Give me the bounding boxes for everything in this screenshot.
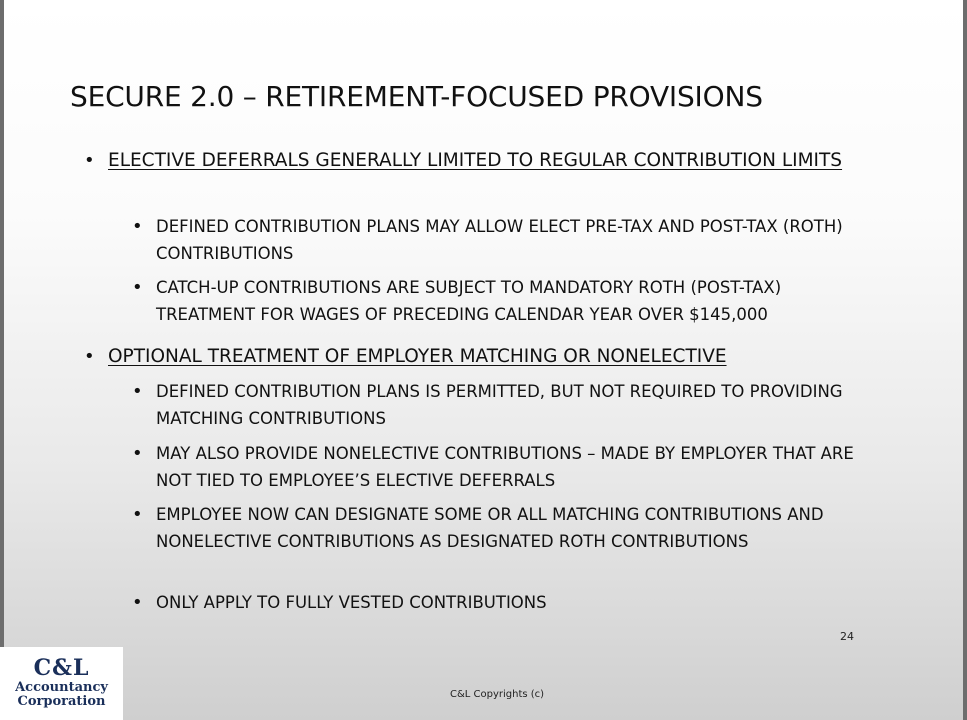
section-heading-1: [84, 146, 864, 176]
list-item: [132, 378, 872, 432]
logo-line-2: Corporation: [17, 694, 106, 709]
bullet-icon: •: [132, 216, 143, 237]
list-item: [132, 213, 872, 267]
list-item-text: DEFINED CONTRIBUTION PLANS MAY ALLOW ELECT PRE-TAX AND POST-TAX (ROTH) CONTRIBUTIONS: [156, 217, 843, 263]
company-logo: [0, 647, 123, 720]
list-item-text: DEFINED CONTRIBUTION PLANS IS PERMITTED, BUT NOT REQUIRED TO PROVIDING MATCHING CONTRIBUTIONS: [156, 382, 843, 428]
list-item: [132, 274, 872, 328]
logo-mark: C&L: [33, 655, 90, 681]
bullet-icon: •: [132, 277, 143, 298]
bullet-icon: •: [132, 381, 143, 402]
bullet-icon: •: [84, 150, 95, 171]
list-item: [132, 589, 872, 616]
bullet-icon: •: [132, 443, 143, 464]
list-item-text: EMPLOYEE NOW CAN DESIGNATE SOME OR ALL MATCHING CONTRIBUTIONS AND NONELECTIVE CONTRIBUTIONS AS DESIGNATED ROTH CONTRIBUTIONS: [156, 505, 824, 551]
list-item: [132, 440, 872, 494]
bullet-icon: •: [132, 592, 143, 613]
copyright-footer: C&L Copyrights (c): [450, 689, 545, 700]
slide-title: SECURE 2.0 – RETIREMENT-FOCUSED PROVISIONS: [70, 80, 763, 113]
slide: [4, 0, 963, 720]
page-number: 24: [840, 630, 854, 643]
logo-line-1: Accountancy: [15, 680, 108, 695]
list-item-text: MAY ALSO PROVIDE NONELECTIVE CONTRIBUTIONS – MADE BY EMPLOYER THAT ARE NOT TIED TO EMPLOYEE’S ELECTIVE DEFERRALS: [156, 444, 854, 490]
section-heading-2: [84, 342, 864, 372]
bullet-icon: •: [84, 346, 95, 367]
list-item: [132, 501, 872, 555]
section-heading-text: ELECTIVE DEFERRALS GENERALLY LIMITED TO REGULAR CONTRIBUTION LIMITS: [108, 150, 843, 171]
bullet-icon: •: [132, 504, 143, 525]
list-item-text: ONLY APPLY TO FULLY VESTED CONTRIBUTIONS: [156, 593, 547, 612]
list-item-text: CATCH-UP CONTRIBUTIONS ARE SUBJECT TO MANDATORY ROTH (POST-TAX) TREATMENT FOR WAGES OF PRECEDING CALENDAR YEAR OVER $145,000: [156, 278, 782, 324]
section-heading-text: OPTIONAL TREATMENT OF EMPLOYER MATCHING OR NONELECTIVE: [108, 346, 727, 367]
